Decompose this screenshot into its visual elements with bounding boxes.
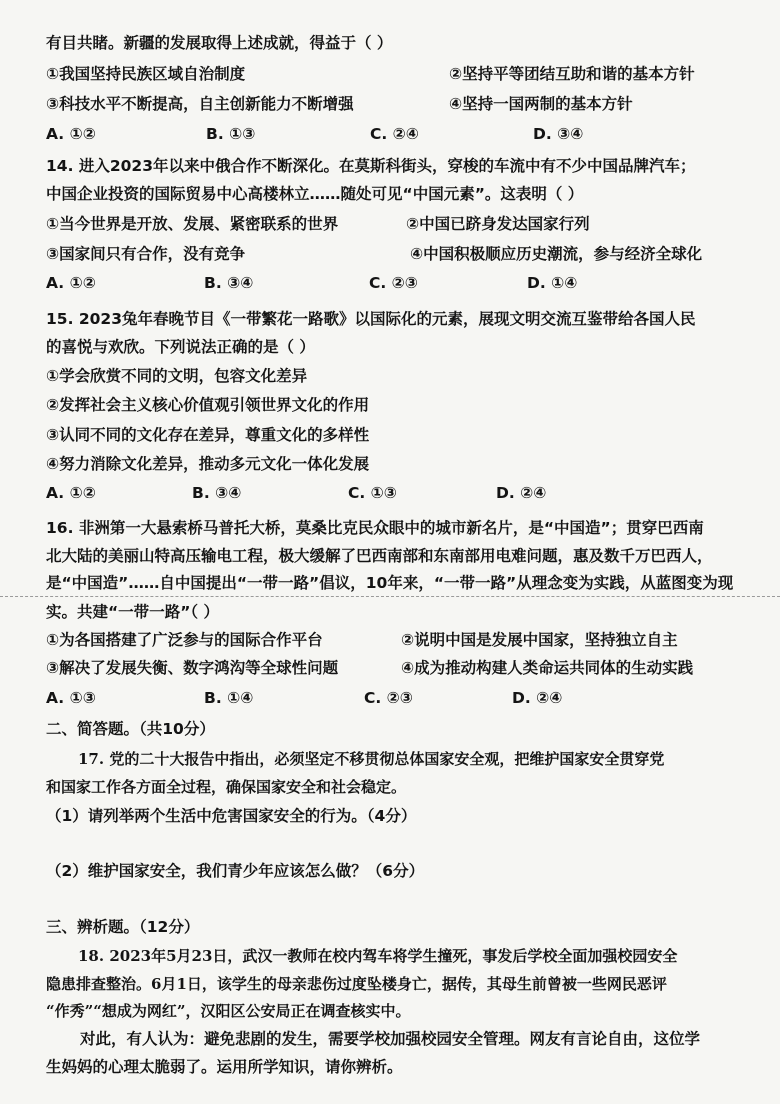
fold-line [0,596,780,597]
q17-stem-line-2: 和国家工作各方面全过程，确保国家安全和社会稳定。 [46,778,407,796]
q16-choice-b: B. ①④ [204,689,254,707]
q18-stem-line-4: 对此，有人认为：避免悲剧的发生，需要学校加强校园安全管理。网友有言论自由，这位学 [80,1030,701,1048]
q16-stem-line-3: 是“中国造”……自中国提出“一带一路”倡议，10年来，“一带一路”从理念变为实践，从蓝图变为现 [46,574,734,592]
q16-choice-c: C. ②③ [364,689,413,707]
q14-choice-c: C. ②③ [369,274,418,292]
q13-option-2: ②坚持平等团结互助和谐的基本方针 [449,65,695,83]
q16-option-4: ④成为推动构建人类命运共同体的生动实践 [401,659,694,677]
q13-stem-tail: 有目共睹。新疆的发展取得上述成就，得益于（ ） [46,34,393,52]
q13-choice-c: C. ②④ [370,125,419,143]
q15-stem-line-1: 15. 2023兔年春晚节目《一带繁花一路歌》以国际化的元素，展现文明交流互鉴带给各国人民 [46,310,696,328]
q13-option-4: ④坚持一国两制的基本方针 [449,95,633,113]
q15-choice-a: A. ①② [46,484,96,502]
q15-option-3: ③认同不同的文化存在差异，尊重文化的多样性 [46,426,370,444]
q13-option-1: ①我国坚持民族区域自治制度 [46,65,246,83]
q14-stem-line-1: 14. 进入2023年以来中俄合作不断深化。在莫斯科街头，穿梭的车流中有不少中国品牌汽车； [46,157,696,175]
q18-stem-line-5: 生妈妈的心理太脆弱了。运用所学知识，请你辨析。 [46,1058,403,1076]
q14-stem-line-2: 中国企业投资的国际贸易中心高楼林立……随处可见“中国元素”。这表明（ ） [46,185,584,203]
q16-choice-d: D. ②④ [512,689,563,707]
q17-stem-line-1: 17. 党的二十大报告中指出，必须坚定不移贯彻总体国家安全观，把维护国家安全贯穿党 [78,750,665,768]
q18-stem-line-2: 隐患排查整治。6月1日，该学生的母亲悲伤过度坠楼身亡，据传，其母生前曾被一些网民恶评 [46,975,667,993]
q17-subquestion-2: （2）维护国家安全，我们青少年应该怎么做？（6分） [46,862,425,880]
q14-choice-d: D. ①④ [527,274,578,292]
section-2-heading: 二、简答题。（共10分） [46,720,215,738]
q15-choice-c: C. ①③ [348,484,397,502]
q16-option-2: ②说明中国是发展中国家，坚持独立自主 [401,631,678,649]
q16-choice-a: A. ①③ [46,689,96,707]
q16-stem-line-4: 实。共建“一带一路”（ ） [46,603,220,621]
q13-choice-d: D. ③④ [533,125,584,143]
q18-stem-line-1: 18. 2023年5月23日，武汉一教师在校内驾车将学生撞死，事发后学校全面加强校园安全 [78,947,678,965]
q15-option-2: ②发挥社会主义核心价值观引领世界文化的作用 [46,396,370,414]
q16-option-1: ①为各国搭建了广泛参与的国际合作平台 [46,631,323,649]
q14-option-3: ③国家间只有合作，没有竞争 [46,245,246,263]
q15-choice-b: B. ③④ [192,484,242,502]
q14-option-4: ④中国积极顺应历史潮流，参与经济全球化 [410,245,703,263]
q14-option-2: ②中国已跻身发达国家行列 [406,215,590,233]
q15-choice-d: D. ②④ [496,484,547,502]
q16-stem-line-1: 16. 非洲第一大悬索桥马普托大桥，莫桑比克民众眼中的城市新名片，是“中国造”；贯穿巴西南 [46,519,704,537]
q16-option-3: ③解决了发展失衡、数字鸿沟等全球性问题 [46,659,339,677]
q15-stem-line-2: 的喜悦与欢欣。下列说法正确的是（ ） [46,338,315,356]
q18-stem-line-3: “作秀”“想成为网红”，汉阳区公安局正在调查核实中。 [46,1002,411,1020]
q13-option-3: ③科技水平不断提高，自主创新能力不断增强 [46,95,354,113]
q14-option-1: ①当今世界是开放、发展、紧密联系的世界 [46,215,339,233]
q14-choice-b: B. ③④ [204,274,254,292]
q16-stem-line-2: 北大陆的美丽山特高压输电工程，极大缓解了巴西南部和东南部用电难问题，惠及数千万巴西人， [46,547,713,565]
q13-choice-a: A. ①② [46,125,96,143]
q15-option-4: ④努力消除文化差异，推动多元文化一体化发展 [46,455,370,473]
q14-choice-a: A. ①② [46,274,96,292]
q15-option-1: ①学会欣赏不同的文明，包容文化差异 [46,367,308,385]
section-3-heading: 三、辨析题。（12分） [46,918,200,936]
q13-choice-b: B. ①③ [206,125,256,143]
q17-subquestion-1: （1）请列举两个生活中危害国家安全的行为。（4分） [46,807,417,825]
